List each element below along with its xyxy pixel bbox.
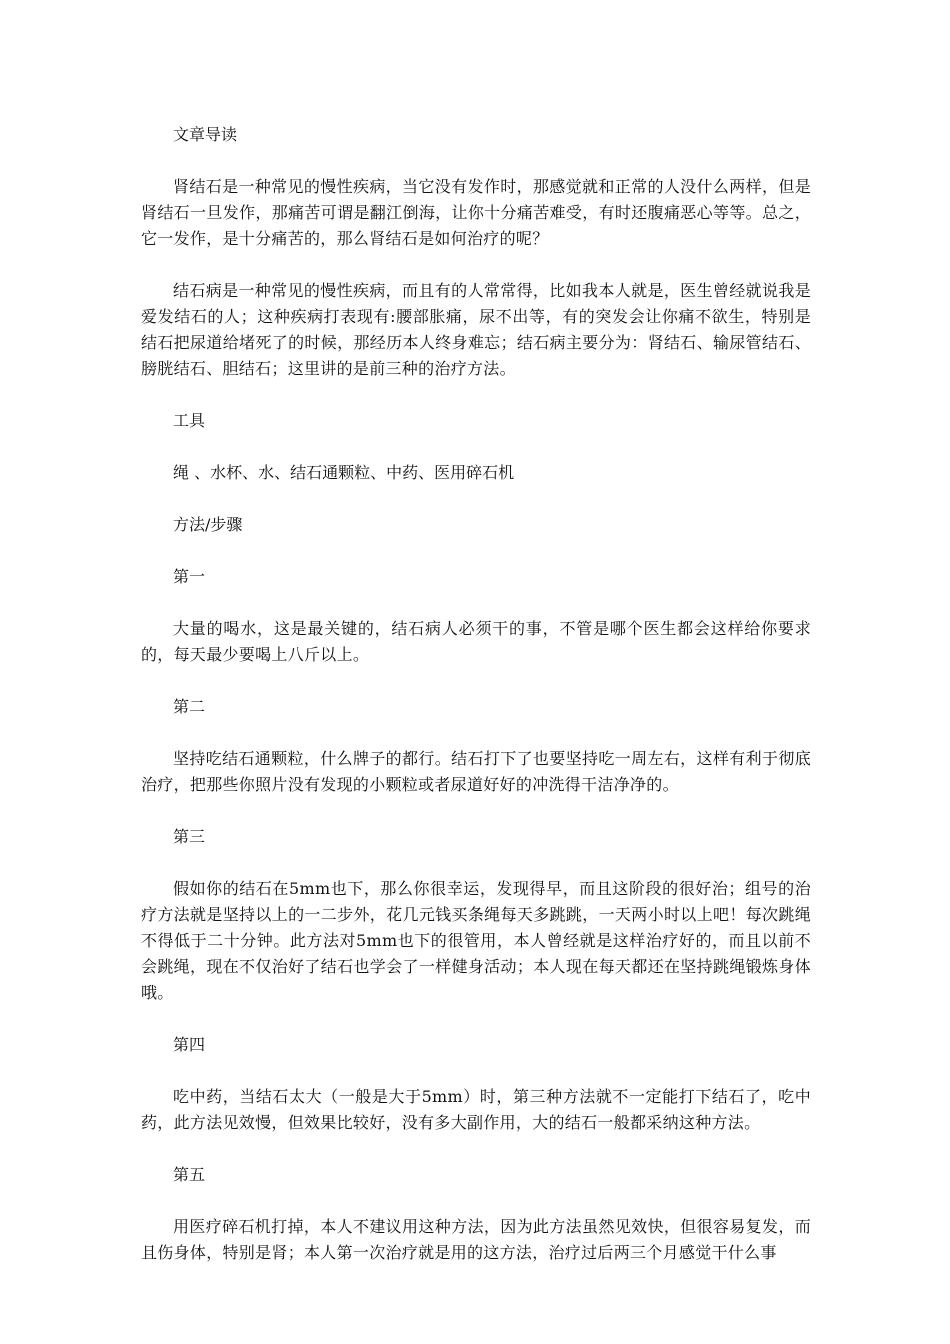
step1-text: 大量的喝水，这是最关键的，结石病人必须干的事，不管是哪个医生都会这样给你要求的，每天最少要喝上八斤以上。	[141, 619, 811, 664]
tools-list: 绳 、水杯、水、结石通颗粒、中药、医用碎石机	[173, 463, 515, 482]
step2-heading: 第二	[173, 697, 206, 716]
step1-heading: 第一	[173, 567, 206, 586]
step3-text: 假如你的结石在5mm也下，那么你很幸运，发现得早，而且这阶段的很好治；组号的治疗方法就是坚持以上的一二步外，花几元钱买条绳每天多跳跳，一天两小时以上吧！每次跳绳不得低于二十分钟。此方法对5mm也下的很管用，本人曾经就是这样治疗好的，而且以前不会跳绳，现在不仅治好了结石也学会了一样健身活动；本人现在每天都还在坚持跳绳锻炼身体哦。	[141, 879, 811, 1002]
tools-heading: 工具	[173, 411, 206, 430]
intro-heading: 文章导读	[173, 125, 238, 144]
step5-heading: 第五	[173, 1165, 206, 1184]
step4-heading: 第四	[173, 1035, 206, 1054]
step2-text: 坚持吃结石通颗粒，什么牌子的都行。结石打下了也要坚持吃一周左右，这样有利于彻底治疗，把那些你照片没有发现的小颗粒或者尿道好好的冲洗得干洁净净的。	[141, 749, 811, 794]
step5-text: 用医疗碎石机打掉，本人不建议用这种方法，因为此方法虽然见效快，但很容易复发，而且伤身体，特别是肾；本人第一次治疗就是用的这方法，治疗过后两三个月感觉干什么事	[141, 1217, 811, 1262]
step4-text: 吃中药，当结石太大（一般是大于5mm）时，第三种方法就不一定能打下结石了，吃中药，此方法见效慢，但效果比较好，没有多大副作用，大的结石一般都采纳这种方法。	[141, 1087, 811, 1132]
step3-heading: 第三	[173, 827, 206, 846]
document-page	[141, 122, 811, 1292]
intro-paragraph-2: 结石病是一种常见的慢性疾病，而且有的人常常得，比如我本人就是，医生曾经就说我是爱发结石的人；这种疾病打表现有:腰部胀痛，尿不出等，有的突发会让你痛不欲生，特别是结石把尿道给堵死了的时候，那经历本人终身难忘；结石病主要分为：肾结石、输尿管结石、膀胱结石、胆结石；这里讲的是前三种的治疗方法。	[141, 281, 811, 378]
method-heading: 方法/步骤	[173, 515, 243, 534]
intro-paragraph-1: 肾结石是一种常见的慢性疾病，当它没有发作时，那感觉就和正常的人没什么两样，但是肾结石一旦发作，那痛苦可谓是翻江倒海，让你十分痛苦难受，有时还腹痛恶心等等。总之，它一发作，是十分痛苦的，那么肾结石是如何治疗的呢？	[141, 177, 811, 248]
